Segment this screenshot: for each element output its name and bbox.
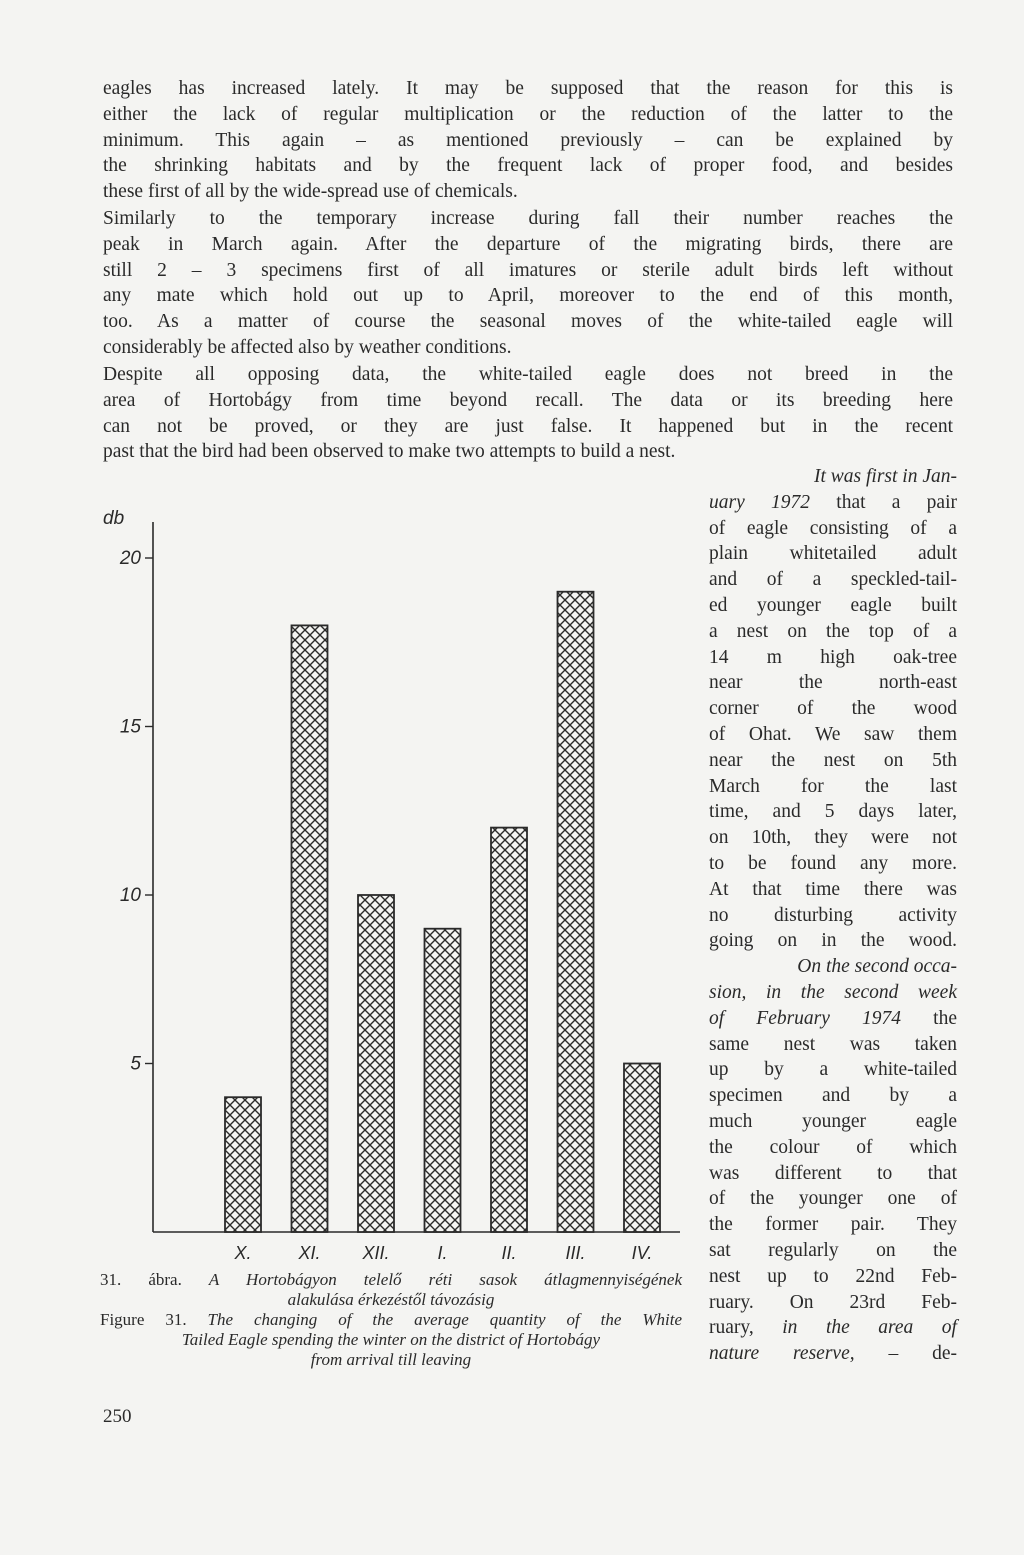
side-text-line: much younger eagle bbox=[709, 1110, 957, 1132]
figure-caption bbox=[100, 1270, 682, 1370]
side-text-line: nest up to 22nd Feb- bbox=[709, 1265, 957, 1287]
page-number: 250 bbox=[103, 1406, 132, 1427]
side-text-line: a nest on the top of a bbox=[709, 620, 957, 642]
side-column-text bbox=[709, 464, 957, 1367]
caption-en-line3: from arrival till leaving bbox=[310, 1350, 472, 1369]
side-text-line: no disturbing activity bbox=[709, 904, 957, 926]
bar bbox=[225, 1097, 261, 1232]
y-tick-label: 10 bbox=[119, 885, 141, 906]
side-text-line: plain whitetailed adult bbox=[709, 543, 957, 565]
side-text-line: sion, in the second week bbox=[709, 981, 957, 1003]
side-text-line: uary 1972 that a pair bbox=[709, 491, 958, 513]
side-text-line: near the nest on 5th bbox=[709, 749, 957, 771]
side-text-line: specimen and by a bbox=[709, 1085, 957, 1107]
side-text-line: of Ohat. We saw them bbox=[709, 723, 957, 745]
side-text-line: ruary. On 23rd Feb- bbox=[709, 1291, 957, 1313]
bar bbox=[624, 1064, 660, 1233]
bar bbox=[292, 625, 328, 1232]
text-line: eagles has increased lately. It may be supposed that the reason for this is bbox=[103, 78, 953, 99]
side-text-line: March for the last bbox=[709, 775, 957, 797]
text-line: any mate which hold out up to April, moreover to the end of this month, bbox=[103, 285, 953, 307]
bar bbox=[558, 592, 594, 1232]
text-line: can not be proved, or they are just false. It happened but in the recent bbox=[103, 415, 953, 437]
paragraph-3 bbox=[103, 362, 953, 465]
text-line: either the lack of regular multiplication or the reduction of the latter to the bbox=[103, 103, 953, 125]
text-line: these first of all by the wide-spread use of chemicals. bbox=[103, 181, 518, 203]
side-text-line: of eagle consisting of a bbox=[709, 517, 957, 539]
text-line: Similarly to the temporary increase during fall their number reaches the bbox=[103, 208, 953, 229]
y-axis-label: db bbox=[103, 508, 125, 529]
bar bbox=[491, 828, 527, 1232]
side-text-line: the former pair. They bbox=[709, 1214, 957, 1236]
side-text-line: the colour of which bbox=[709, 1136, 957, 1158]
side-text-line: ruary, in the area of bbox=[709, 1317, 957, 1339]
x-tick-label: IV. bbox=[631, 1243, 653, 1263]
x-tick-label: III. bbox=[565, 1243, 586, 1263]
text-line: too. As a matter of course the seasonal moves of the white-tailed eagle will bbox=[103, 311, 953, 333]
caption-en-line1: Figure 31. The changing of the average quantity of the White bbox=[100, 1310, 682, 1329]
paragraph-1 bbox=[103, 76, 953, 205]
paragraph-2 bbox=[103, 206, 953, 361]
side-text-line: On the second occa- bbox=[797, 956, 957, 978]
side-text-line: same nest was taken bbox=[709, 1033, 957, 1055]
side-text-line: It was first in Jan- bbox=[813, 466, 957, 487]
side-text-line: and of a speckled-tail- bbox=[709, 569, 957, 591]
bar bbox=[358, 895, 394, 1232]
side-text-line: sat regularly on the bbox=[709, 1239, 957, 1261]
side-text-line: corner of the wood bbox=[709, 698, 957, 720]
x-tick-label: II. bbox=[501, 1243, 517, 1263]
x-tick-label: XII. bbox=[362, 1243, 390, 1263]
y-tick-label: 15 bbox=[119, 716, 141, 738]
x-tick-label: X. bbox=[234, 1243, 252, 1263]
side-text-line: nature reserve, – de- bbox=[709, 1343, 957, 1365]
caption-hu-line2: alakulása érkezéstől távozásig bbox=[287, 1290, 495, 1309]
side-text-line: up by a white-tailed bbox=[709, 1059, 957, 1081]
side-text-line: ed younger eagle built bbox=[709, 594, 957, 616]
side-text-line: on 10th, they were not bbox=[709, 827, 957, 849]
side-text-line: of the younger one of bbox=[709, 1188, 957, 1210]
caption-en-line2: Tailed Eagle spending the winter on the district of Hortobágy bbox=[181, 1330, 601, 1349]
text-line: peak in March again. After the departure of the migrating birds, there are bbox=[103, 233, 953, 255]
side-text-line: At that time there was bbox=[709, 878, 957, 900]
side-text-line: of February 1974 the bbox=[709, 1007, 957, 1029]
side-text-line: to be found any more. bbox=[709, 852, 957, 874]
side-text-line: near the north-east bbox=[709, 672, 957, 694]
side-text-line: time, and 5 days later, bbox=[709, 801, 957, 823]
x-tick-label: I. bbox=[437, 1243, 448, 1263]
text-line: the shrinking habitats and by the frequent lack of proper food, and besides bbox=[103, 155, 953, 177]
text-line: Despite all opposing data, the white-tailed eagle does not breed in the bbox=[103, 364, 953, 385]
text-line: area of Hortobágy from time beyond recall. The data or its breeding here bbox=[103, 389, 953, 411]
text-line: minimum. This again – as mentioned previously – can be explained by bbox=[103, 129, 953, 151]
side-text-line: was different to that bbox=[709, 1162, 957, 1184]
bar-chart bbox=[95, 500, 695, 1270]
text-line: past that the bird had been observed to make two attempts to build a nest. bbox=[103, 441, 676, 463]
side-text-line: going on in the wood. bbox=[709, 930, 957, 952]
y-tick-label: 5 bbox=[130, 1053, 141, 1075]
y-tick-label: 20 bbox=[119, 548, 141, 569]
text-line: considerably be affected also by weather conditions. bbox=[103, 336, 512, 358]
bar bbox=[425, 929, 461, 1232]
caption-hu-line1: 31. ábra. A Hortobágyon telelő réti sasok átlagmennyiségének bbox=[100, 1270, 682, 1289]
x-tick-label: XI. bbox=[298, 1243, 321, 1263]
text-line: still 2 – 3 specimens first of all imatures or sterile adult birds left without bbox=[103, 259, 953, 281]
side-text-line: 14 m high oak-tree bbox=[709, 646, 957, 668]
